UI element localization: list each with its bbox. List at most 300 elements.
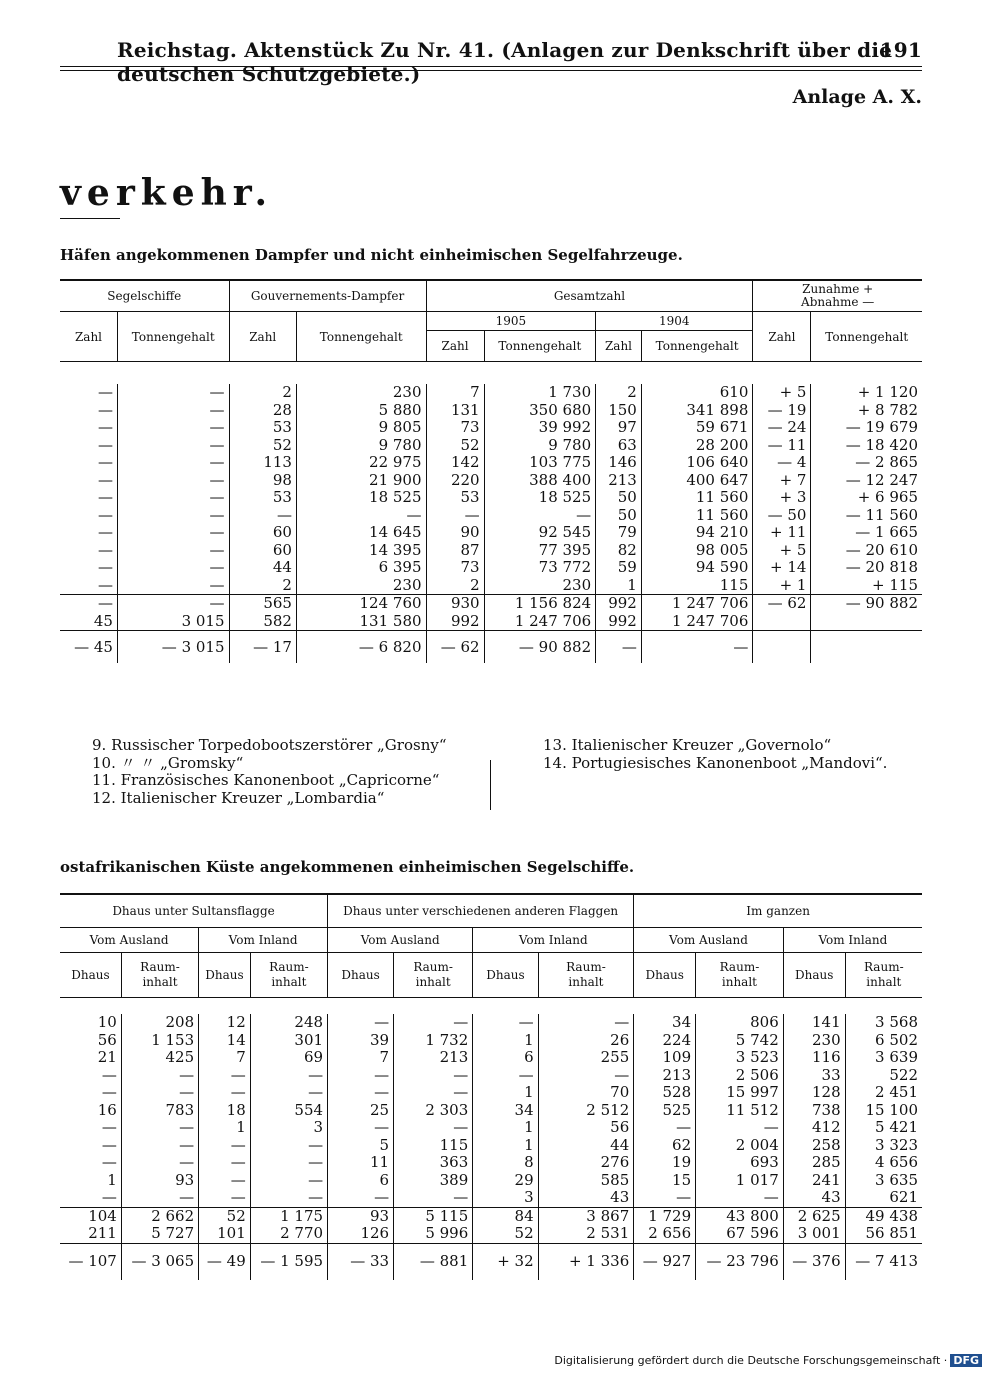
- table-cell: + 8 782: [811, 402, 922, 420]
- table-cell: —: [101, 1188, 117, 1207]
- table-cell: —: [199, 1172, 251, 1190]
- table-cell: 621: [845, 1189, 922, 1207]
- table-cell: 3: [250, 1119, 327, 1137]
- table-cell: 3: [473, 1189, 538, 1207]
- table-cell: 1 729: [634, 1207, 696, 1225]
- table-cell: 1 156 824: [484, 595, 596, 613]
- table-cell: —: [394, 1067, 473, 1085]
- table-cell: 50: [596, 489, 642, 507]
- table-cell: 1: [473, 1119, 538, 1137]
- table-cell: + 1: [753, 577, 811, 595]
- col-zahl: Zahl: [426, 331, 484, 362]
- table-cell: + 1 120: [811, 384, 922, 402]
- ship-list-divider: [490, 760, 491, 810]
- table-cell: —: [250, 1084, 327, 1102]
- table-cell: — 107: [68, 1252, 117, 1270]
- table-cell: — 19 679: [811, 419, 922, 437]
- table-cell: 10: [97, 1013, 117, 1032]
- table-cell: 39: [328, 1032, 394, 1050]
- table-cell: 5 727: [121, 1225, 198, 1243]
- table-cell: 2 770: [250, 1225, 327, 1243]
- table-cell: 11 512: [696, 1102, 784, 1120]
- ship-item: 13. Italienischer Kreuzer „Governolo“: [543, 736, 832, 754]
- table-cell: —: [484, 507, 596, 525]
- table-cell: —: [394, 1119, 473, 1137]
- table-cell: —: [101, 1065, 117, 1084]
- table-cell: —: [117, 542, 229, 560]
- table-cell: 2 656: [634, 1225, 696, 1243]
- table-cell: 5: [328, 1137, 394, 1155]
- table-cell: —: [121, 1119, 198, 1137]
- table-row: [60, 489, 922, 507]
- table-cell: 141: [783, 1014, 845, 1032]
- table-cell: 400 647: [641, 472, 753, 490]
- table-cell: 2 512: [538, 1102, 634, 1120]
- table-cell: —: [97, 418, 113, 437]
- table-cell: — 17: [229, 631, 296, 664]
- table-cell: 3 523: [696, 1049, 784, 1067]
- table-cell: 56: [97, 1030, 117, 1049]
- table-row: [60, 384, 922, 402]
- total-row: [60, 613, 922, 631]
- table-cell: 52: [426, 437, 484, 455]
- table-cell: + 32: [473, 1243, 538, 1280]
- table-cell: —: [97, 453, 113, 472]
- col-tonnen: Tonnengehalt: [484, 331, 596, 362]
- table-cell: —: [117, 402, 229, 420]
- table-cell: 301: [250, 1032, 327, 1050]
- col-tonnen: Tonnengehalt: [641, 331, 753, 362]
- header-rule-2: [60, 70, 922, 71]
- table-cell: — 4: [753, 454, 811, 472]
- table-cell: + 1 336: [538, 1243, 634, 1280]
- table-cell: 230: [296, 384, 426, 402]
- ship-list-left: [92, 737, 447, 807]
- table-cell: 59: [596, 559, 642, 577]
- table-cell: —: [97, 540, 113, 559]
- table-cell: 3 639: [845, 1049, 922, 1067]
- table-cell: 412: [783, 1119, 845, 1137]
- col-group-gesamt: Gesamtzahl: [426, 280, 753, 312]
- table-cell: 1 017: [696, 1172, 784, 1190]
- table-cell: —: [117, 559, 229, 577]
- table-cell: 146: [596, 454, 642, 472]
- table-cell: 45: [93, 611, 113, 630]
- table-cell: —: [117, 437, 229, 455]
- table-cell: —: [101, 1153, 117, 1172]
- table-cell: 77 395: [484, 542, 596, 560]
- table-cell: —: [121, 1067, 198, 1085]
- table-cell: —: [101, 1083, 117, 1102]
- table-cell: 2 625: [783, 1207, 845, 1225]
- table-cell: —: [538, 1014, 634, 1032]
- table-cell: —: [394, 1084, 473, 1102]
- table-cell: 528: [634, 1084, 696, 1102]
- table-cell: —: [328, 1084, 394, 1102]
- table-cell: —: [328, 1067, 394, 1085]
- table-cell: + 5: [753, 542, 811, 560]
- table-cell: 43 800: [696, 1207, 784, 1225]
- table-cell: 341 898: [641, 402, 753, 420]
- col-dhaus: Dhaus: [328, 953, 394, 998]
- col-group-sultan: Dhaus unter Sultansflagge: [60, 894, 328, 928]
- table-cell: 73 772: [484, 559, 596, 577]
- col-group-zunahme: Zunahme + Abnahme —: [753, 280, 922, 312]
- table-cell: —: [328, 1189, 394, 1207]
- table-cell: 363: [394, 1154, 473, 1172]
- page-number: 191: [879, 38, 922, 62]
- table-cell: 53: [426, 489, 484, 507]
- table-row: [60, 577, 922, 595]
- total-row: [60, 595, 922, 613]
- table-cell: —: [199, 1189, 251, 1207]
- table-cell: 25: [328, 1102, 394, 1120]
- table-cell: —: [97, 594, 113, 613]
- table-cell: 56: [538, 1119, 634, 1137]
- table-cell: 6 395: [296, 559, 426, 577]
- table-cell: 1 247 706: [641, 595, 753, 613]
- table-cell: —: [117, 454, 229, 472]
- table-cell: 1 730: [484, 384, 596, 402]
- table-cell: 34: [634, 1014, 696, 1032]
- table-cell: —: [121, 1084, 198, 1102]
- table-cell: —: [199, 1067, 251, 1085]
- table-cell: —: [121, 1189, 198, 1207]
- table-cell: 52: [473, 1225, 538, 1243]
- table-cell: 6: [473, 1049, 538, 1067]
- col-raum: Raum- inhalt: [538, 953, 634, 998]
- table-cell: —: [97, 470, 113, 489]
- table-cell: — 50: [753, 507, 811, 525]
- table-cell: 18: [199, 1102, 251, 1120]
- table-cell: 73: [426, 419, 484, 437]
- table-cell: 425: [121, 1049, 198, 1067]
- table-cell: 28: [229, 402, 296, 420]
- table-cell: 79: [596, 524, 642, 542]
- table-cell: 1 247 706: [641, 613, 753, 631]
- table-cell: — 3 065: [121, 1243, 198, 1280]
- table-cell: 2 506: [696, 1067, 784, 1085]
- table-cell: 389: [394, 1172, 473, 1190]
- table-cell: —: [634, 1119, 696, 1137]
- table-cell: 90: [426, 524, 484, 542]
- table-cell: 11 560: [641, 489, 753, 507]
- table-cell: 1: [199, 1119, 251, 1137]
- table-cell: —: [641, 631, 753, 664]
- table-cell: 738: [783, 1102, 845, 1120]
- header-title: Reichstag. Aktenstück Zu Nr. 41. (Anlagen zur Denkschrift über die deutschen Schutzgebiete.): [117, 38, 893, 86]
- table-cell: 8: [473, 1154, 538, 1172]
- table-cell: —: [473, 1067, 538, 1085]
- table-cell: 11 560: [641, 507, 753, 525]
- table-cell: [753, 613, 811, 631]
- table-cell: 82: [596, 542, 642, 560]
- table-row: [60, 1189, 922, 1207]
- difference-row: [60, 631, 922, 664]
- col-tonnen: Tonnengehalt: [811, 312, 922, 362]
- table-cell: 930: [426, 595, 484, 613]
- table-cell: — 927: [634, 1243, 696, 1280]
- table-cell: — 20 818: [811, 559, 922, 577]
- col-tonnen: Tonnengehalt: [296, 312, 426, 362]
- table-cell: 693: [696, 1154, 784, 1172]
- table-cell: 29: [473, 1172, 538, 1190]
- table-cell: 115: [641, 577, 753, 595]
- table-cell: 67 596: [696, 1225, 784, 1243]
- table-cell: 2: [229, 384, 296, 402]
- table-cell: 94 590: [641, 559, 753, 577]
- table-cell: 21 900: [296, 472, 426, 490]
- table-cell: 1 153: [121, 1032, 198, 1050]
- table-cell: —: [473, 1014, 538, 1032]
- table-cell: 9 805: [296, 419, 426, 437]
- col-inland: Vom Inland: [199, 928, 328, 953]
- table-cell: —: [328, 1014, 394, 1032]
- table-cell: 14 395: [296, 542, 426, 560]
- table-cell: 12: [199, 1014, 251, 1032]
- col-dhaus: Dhaus: [199, 953, 251, 998]
- table-row: [60, 542, 922, 560]
- table-cell: 6: [328, 1172, 394, 1190]
- table-row: [60, 1032, 922, 1050]
- table-cell: 93: [121, 1172, 198, 1190]
- table-cell: 50: [596, 507, 642, 525]
- table-cell: [811, 631, 922, 664]
- col-zahl: Zahl: [229, 312, 296, 362]
- table-cell: 104: [88, 1206, 117, 1225]
- table-cell: —: [97, 400, 113, 419]
- table-cell: 26: [538, 1032, 634, 1050]
- table-cell: 63: [596, 437, 642, 455]
- table-cell: 84: [473, 1207, 538, 1225]
- anlage-label: Anlage A. X.: [792, 86, 922, 108]
- steamer-table: [60, 279, 922, 663]
- table-cell: 285: [783, 1154, 845, 1172]
- table-cell: —: [97, 575, 113, 594]
- table-cell: 388 400: [484, 472, 596, 490]
- table-cell: 5 115: [394, 1207, 473, 1225]
- table-cell: 7: [199, 1049, 251, 1067]
- table-cell: 224: [634, 1032, 696, 1050]
- table-cell: 43: [538, 1189, 634, 1207]
- table-cell: 113: [229, 454, 296, 472]
- table-cell: 248: [250, 1014, 327, 1032]
- header-rule: [60, 66, 922, 67]
- table-cell: 33: [783, 1067, 845, 1085]
- table-cell: —: [121, 1137, 198, 1155]
- table-cell: 93: [328, 1207, 394, 1225]
- col-year-1904: 1904: [596, 312, 753, 331]
- table-cell: 131: [426, 402, 484, 420]
- table-cell: —: [117, 489, 229, 507]
- table-cell: — 62: [753, 595, 811, 613]
- table-cell: — 23 796: [696, 1243, 784, 1280]
- table-row: [60, 1102, 922, 1120]
- table-cell: 109: [634, 1049, 696, 1067]
- table-cell: — 1 595: [250, 1243, 327, 1280]
- table-cell: 1: [596, 577, 642, 595]
- table-cell: — 33: [328, 1243, 394, 1280]
- difference-row: [60, 1243, 922, 1280]
- table-cell: 44: [538, 1137, 634, 1155]
- table-cell: 258: [783, 1137, 845, 1155]
- table-cell: 992: [596, 613, 642, 631]
- table-cell: —: [394, 1189, 473, 1207]
- table-row: [60, 1084, 922, 1102]
- table-cell: 128: [783, 1084, 845, 1102]
- table-cell: —: [101, 1118, 117, 1137]
- table-cell: —: [696, 1119, 784, 1137]
- table-cell: —: [117, 384, 229, 402]
- table-cell: 92 545: [484, 524, 596, 542]
- col-dhaus: Dhaus: [634, 953, 696, 998]
- table-cell: —: [250, 1137, 327, 1155]
- table-cell: 22 975: [296, 454, 426, 472]
- table-cell: 5 742: [696, 1032, 784, 1050]
- table-cell: —: [296, 507, 426, 525]
- table-cell: 1 732: [394, 1032, 473, 1050]
- col-year-1905: 1905: [426, 312, 596, 331]
- table-cell: 16: [97, 1100, 117, 1119]
- table-row: [60, 437, 922, 455]
- table-cell: —: [97, 558, 113, 577]
- table-cell: 103 775: [484, 454, 596, 472]
- table-cell: —: [229, 507, 296, 525]
- table-cell: + 115: [811, 577, 922, 595]
- ship-item: 10. 〃 〃 „Gromsky“: [92, 753, 244, 772]
- table-cell: 241: [783, 1172, 845, 1190]
- table-cell: 220: [426, 472, 484, 490]
- table-cell: 2 303: [394, 1102, 473, 1120]
- table-row: [60, 1172, 922, 1190]
- ship-item: 14. Portugiesisches Kanonenboot „Mandovi“.: [543, 753, 888, 772]
- col-group-andere: Dhaus unter verschiedenen anderen Flaggen: [328, 894, 634, 928]
- table-cell: — 11 560: [811, 507, 922, 525]
- table-cell: 806: [696, 1014, 784, 1032]
- col-raum: Raum- inhalt: [250, 953, 327, 998]
- table-row: [60, 472, 922, 490]
- table-cell: + 6 965: [811, 489, 922, 507]
- table-cell: — 62: [426, 631, 484, 664]
- table-cell: 28 200: [641, 437, 753, 455]
- table-cell: —: [97, 435, 113, 454]
- table-cell: —: [250, 1189, 327, 1207]
- table-cell: 2: [229, 577, 296, 595]
- table-cell: 3 323: [845, 1137, 922, 1155]
- ship-list-right: [543, 737, 887, 772]
- table-cell: 1: [473, 1137, 538, 1155]
- table-cell: —: [117, 595, 229, 613]
- table-cell: 3 015: [117, 613, 229, 631]
- table-cell: 124 760: [296, 595, 426, 613]
- table-cell: —: [426, 507, 484, 525]
- dfg-logo: DFG: [950, 1354, 982, 1367]
- table-row: [60, 454, 922, 472]
- table-cell: — 24: [753, 419, 811, 437]
- ship-item: 12. Italienischer Kreuzer „Lombardia“: [92, 788, 385, 807]
- table-cell: —: [97, 523, 113, 542]
- table-cell: 18 525: [296, 489, 426, 507]
- col-zahl: Zahl: [596, 331, 642, 362]
- table-cell: 53: [229, 489, 296, 507]
- col-group-gouv: Gouvernements-Dampfer: [229, 280, 426, 312]
- col-ausland: Vom Ausland: [89, 933, 169, 947]
- table-cell: 62: [634, 1137, 696, 1155]
- col-raum: Raum- inhalt: [696, 953, 784, 998]
- table-cell: 101: [199, 1225, 251, 1243]
- col-group-ganzen: Im ganzen: [634, 894, 922, 928]
- table-cell: 2 451: [845, 1084, 922, 1102]
- table-cell: —: [117, 507, 229, 525]
- table-cell: 14 645: [296, 524, 426, 542]
- table-cell: 230: [296, 577, 426, 595]
- table-cell: 18 525: [484, 489, 596, 507]
- dhau-table: [60, 893, 922, 1280]
- table-cell: 21: [97, 1048, 117, 1067]
- table-cell: 213: [596, 472, 642, 490]
- table-cell: — 2 865: [811, 454, 922, 472]
- col-dhaus: Dhaus: [71, 967, 110, 982]
- page-title: verkehr.: [60, 172, 274, 214]
- table-cell: 522: [845, 1067, 922, 1085]
- table-cell: 783: [121, 1102, 198, 1120]
- table-cell: 1: [473, 1084, 538, 1102]
- table-cell: —: [250, 1154, 327, 1172]
- table-cell: 3 867: [538, 1207, 634, 1225]
- table-cell: 3 001: [783, 1225, 845, 1243]
- table-cell: 52: [229, 437, 296, 455]
- table-cell: 3 635: [845, 1172, 922, 1190]
- table-cell: 70: [538, 1084, 634, 1102]
- running-header: [117, 38, 922, 86]
- table-cell: 15 997: [696, 1084, 784, 1102]
- table-cell: 2 004: [696, 1137, 784, 1155]
- table-cell: 213: [634, 1067, 696, 1085]
- table-cell: — 18 420: [811, 437, 922, 455]
- table-cell: 49 438: [845, 1207, 922, 1225]
- table-cell: —: [199, 1084, 251, 1102]
- col-dhaus: Dhaus: [473, 953, 538, 998]
- table-cell: 87: [426, 542, 484, 560]
- table-cell: 98 005: [641, 542, 753, 560]
- table-row: [60, 1119, 922, 1137]
- table-row: [60, 1049, 922, 1067]
- col-group-segel: Segelschiffe: [60, 280, 229, 312]
- table-cell: 15 100: [845, 1102, 922, 1120]
- table-row: [60, 1154, 922, 1172]
- table-row: [60, 402, 922, 420]
- table-cell: 5 880: [296, 402, 426, 420]
- table-cell: 1 175: [250, 1207, 327, 1225]
- table-cell: — 90 882: [811, 595, 922, 613]
- table-cell: 525: [634, 1102, 696, 1120]
- table-cell: 230: [484, 577, 596, 595]
- table-cell: 15: [634, 1172, 696, 1190]
- table-cell: 56 851: [845, 1225, 922, 1243]
- col-raum: Raum- inhalt: [121, 953, 198, 998]
- table-cell: —: [328, 1119, 394, 1137]
- table-cell: — 45: [74, 637, 113, 656]
- table-cell: 60: [229, 542, 296, 560]
- table-cell: 60: [229, 524, 296, 542]
- table-cell: — 12 247: [811, 472, 922, 490]
- table-cell: 230: [783, 1032, 845, 1050]
- table-cell: 2 531: [538, 1225, 634, 1243]
- table-cell: 59 671: [641, 419, 753, 437]
- col-raum: Raum- inhalt: [394, 953, 473, 998]
- table-row: [60, 507, 922, 525]
- table-cell: 350 680: [484, 402, 596, 420]
